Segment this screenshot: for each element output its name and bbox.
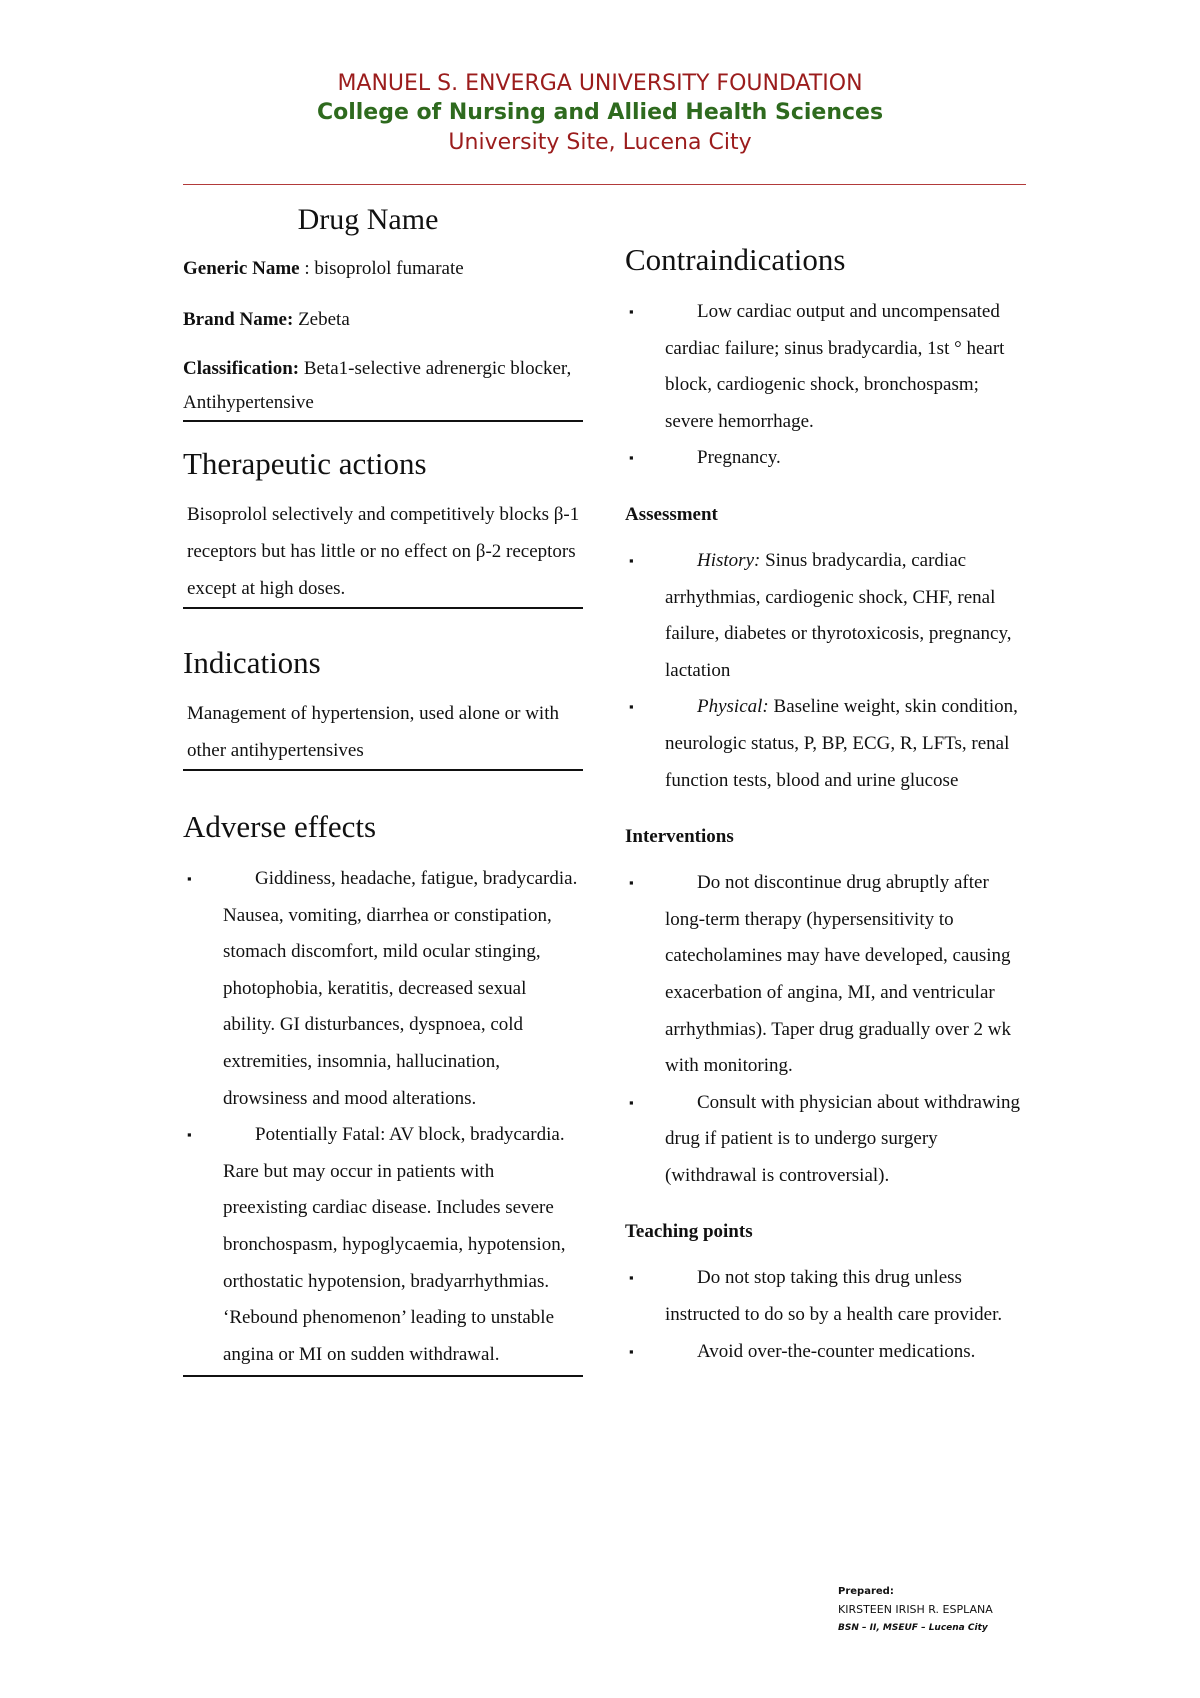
bullet-icon: ▪: [629, 552, 634, 568]
teaching-point-text: Do not stop taking this drug unless instructed to do so by a health care provider.: [665, 1267, 1003, 1326]
list-item: [625, 543, 1030, 689]
contraindication-text: Pregnancy.: [697, 447, 781, 469]
list-item: [625, 440, 1030, 477]
therapeutic-actions-text: Bisoprolol selectively and competitively blocks β-1 receptors but has little or no effect on β-2 receptors except at high doses.: [183, 496, 583, 609]
indications-title: Indications: [183, 645, 321, 680]
bullet-icon: ▪: [629, 304, 634, 319]
prepared-detail: BSN – II, MSEUF – Lucena City: [838, 1623, 988, 1633]
brand-name-label: Brand Name:: [183, 309, 294, 330]
classification-value: Beta1-selective adrenergic blocker, Antihypertensive: [183, 358, 572, 413]
generic-name-separator: :: [299, 258, 315, 279]
generic-name-label: Generic Name: [183, 258, 300, 279]
university-site: University Site, Lucena City: [448, 130, 752, 155]
physical-label: Physical:: [697, 696, 769, 718]
drug-name-title: Drug Name: [297, 203, 439, 236]
adverse-effects-list: [183, 861, 583, 1377]
history-label: History:: [697, 549, 761, 571]
teaching-points-title: Teaching points: [625, 1221, 753, 1243]
classification-field: [183, 352, 583, 422]
assessment-list: [625, 543, 1030, 799]
bullet-icon: ▪: [187, 1127, 192, 1143]
therapeutic-actions-title: Therapeutic actions: [183, 446, 427, 481]
college-name: College of Nursing and Allied Health Sciences: [316, 100, 884, 125]
right-column: [625, 240, 1030, 1370]
adverse-effect-text: Giddiness, headache, fatigue, bradycardia. Nausea, vomiting, diarrhea or constipation, stomach discomfort, mild ocular stinging, photophobia, keratitis, decreased sexual ability. GI disturbances, dyspnoea, cold extremities, insomnia, hallucination, drowsiness and mood alterations.: [223, 868, 578, 1109]
document-header: [0, 70, 1200, 158]
physical-text: Baseline weight, skin condition, neurologic status, P, BP, ECG, R, LFTs, renal function tests, blood and urine glucose: [665, 696, 1018, 791]
assessment-title: Assessment: [625, 503, 718, 525]
list-item: [625, 689, 1030, 799]
list-item: [625, 1334, 1030, 1371]
intervention-text: Consult with physician about withdrawing drug if patient is to undergo surgery (withdrawal is controversial).: [665, 1091, 1020, 1186]
contraindications-list: [625, 294, 1030, 477]
teaching-point-text: Avoid over-the-counter medications.: [697, 1340, 976, 1362]
list-item: [625, 1260, 1030, 1333]
university-name: MANUEL S. ENVERGA UNIVERSITY FOUNDATION: [337, 71, 863, 96]
interventions-title: Interventions: [625, 826, 734, 848]
prepared-by-block: [838, 1584, 993, 1636]
assessment-physical: [665, 689, 1030, 799]
classification-label: Classification:: [183, 358, 300, 379]
contraindications-title: Contraindications: [625, 242, 846, 277]
list-item: [183, 1117, 583, 1373]
intervention-text: Do not discontinue drug abruptly after long-term therapy (hypersensitivity to catecholamines may have developed, causing exacerbation of angina, MI, and ventricular arrhythmias). Taper drug gradually over 2 wk with monitoring.: [665, 872, 1012, 1077]
assessment-history: [665, 543, 1030, 689]
adverse-effects-title: Adverse effects: [183, 809, 377, 844]
bullet-icon: ▪: [629, 1270, 634, 1286]
list-item: [625, 294, 1030, 440]
bullet-icon: ▪: [629, 1343, 634, 1359]
contraindication-text: Low cardiac output and uncompensated cardiac failure; sinus bradycardia, 1st ° heart block, cardiogenic shock, bronchospasm; severe hemorrhage.: [665, 301, 1005, 432]
prepared-name: KIRSTEEN IRISH R. ESPLANA: [838, 1603, 993, 1616]
bullet-icon: ▪: [629, 875, 634, 891]
left-column: [183, 200, 583, 1377]
list-item: [625, 1085, 1030, 1195]
indications-text: Management of hypertension, used alone or with other antihypertensives: [183, 695, 583, 771]
bullet-icon: ▪: [629, 1094, 634, 1110]
brand-name-field: [183, 301, 583, 338]
bullet-icon: ▪: [629, 699, 634, 715]
list-item: [183, 861, 583, 1117]
bullet-icon: ▪: [187, 871, 192, 886]
header-divider: [183, 184, 1026, 185]
teaching-points-list: [625, 1260, 1030, 1370]
generic-name-field: [183, 250, 583, 287]
adverse-effect-text: Potentially Fatal: AV block, bradycardia. Rare but may occur in patients with preexisting cardiac disease. Includes severe bronchospasm, hypoglycaemia, hypotension, orthostatic hypotension, bradyarrhythmias. ‘Rebound phenomenon’ leading to unstable angina or MI on sudden withdrawal.: [223, 1124, 566, 1365]
prepared-label: Prepared:: [838, 1586, 894, 1597]
history-text: Sinus bradycardia, cardiac arrhythmias, cardiogenic shock, CHF, renal failure, diabetes or thyrotoxicosis, pregnancy, lactation: [665, 549, 1012, 681]
generic-name-value: bisoprolol fumarate: [314, 258, 464, 279]
interventions-list: [625, 865, 1030, 1194]
list-item: [625, 865, 1030, 1085]
bullet-icon: ▪: [629, 450, 634, 466]
brand-name-value: Zebeta: [293, 309, 350, 330]
